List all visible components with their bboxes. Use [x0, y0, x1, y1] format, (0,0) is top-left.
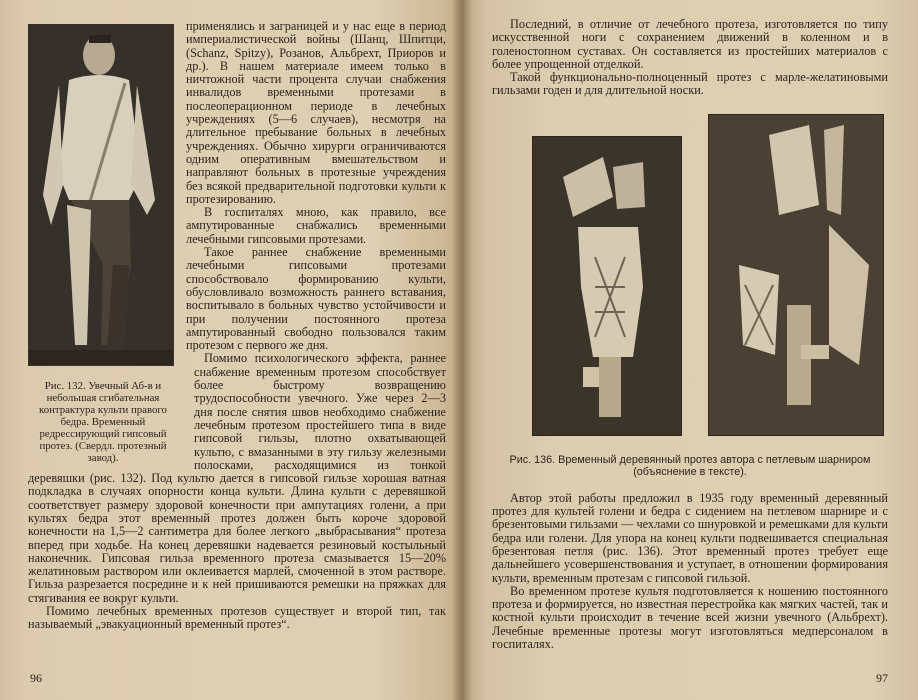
left-paragraph-5: Помимо лечебных временных протезов существует и второй тип, так называемый „эвакуационный временный протез“.	[28, 604, 446, 632]
page-number-right: 97	[876, 671, 888, 685]
left-paragraph-4: Помимо психологического эффекта, раннее снабжение временным протезом способствует более быстрому возвращению трудоспособности увечного. Уже через 2—3 дня после снятия швов необходимо снабжение лечебным протезом простейшего типа в виде гипсовой гильзы, плотно охватывающей культю, с вмазанными в эту гильзу железными полосками, расходящимися из тонкой деревяшки (рис. 132). Под культю дается в гипсовой гильзе хорошая ватная подкладка в случаях опорности конца культи. Длина культи с деревяшкой соответствует размеру здоровой конечности при ампутациях голени, а при культях бедра этот временный протез должен быть короче здоровой конечности на 1,5—2 сантиметра для более легкого „выбрасывания“ протеза вперед при ходьбе. На конец деревяшки надевается резиновый костыльный наконечник. Гипсовая гильза временного протеза смазывается 15—20% желатиновым раствором или оклеивается марлей, смоченной в этом растворе. Гильза разрезается посредине и к ней пришиваются ремешки на пряжках для стягивания ее вокруг культи.	[28, 351, 446, 605]
page-number-left: 96	[30, 671, 42, 685]
right-paragraph-3: Автор этой работы предложил в 1935 году временный деревянный протез для культей голени и бедра с сидением на петлевом шарнире и с брезентовыми гильзами — чехлами со шнуровкой и ремешками для культи бедра или голени. Для упора на конец культи подвешивается специальная брезентовая петля (рис. 136). Этот временный протез требует еще дальнейшего усовершенствования и уступает, в отношении формирования культи, временным протезам с гипсовой гильзой.	[492, 490, 888, 585]
photo-wooden-prosthesis-front	[532, 136, 682, 436]
left-paragraph-1: применялись и заграницей и у нас еще в период империалистической войны (Шанц, Шпитци, (Schanz, Spitzy), Розанов, Альбрехт, Приоров и др.). В нашем материале имеем только в ничтожной части процента случаи снабжения инвалидов временными протезами в послеоперационном периоде в лечебных учреждениях (5—6 случаев), несмотря на длительное пребывание больных в лечебных учреждениях. Обычно хирурги ограничиваются одним оперативным вмешательством и направляют больных в протезные учреждения без всякой предварительной подготовки культи к протезированию.	[186, 19, 446, 206]
prosthesis-illustration-a	[533, 137, 681, 435]
right-page	[462, 0, 918, 700]
left-paragraph-2: В госпиталях мною, как правило, все ампутированные снабжались временными лечебными гипсовыми протезами.	[186, 205, 446, 246]
right-paragraph-2: Такой функционально-полноценный протез с марле-желатиновыми гильзами годен и для длительной носки.	[492, 70, 888, 98]
photo-wooden-prosthesis-side	[708, 114, 884, 436]
book-gutter	[452, 0, 472, 700]
figure-136-photos	[532, 136, 884, 436]
photo-amputee-with-plaster-prosthesis	[28, 24, 174, 366]
figure-136-caption: Рис. 136. Временный деревянный протез автора с петлевым шарниром (объяснение в тексте).	[509, 453, 871, 478]
right-paragraph-4: Во временном протезе культя подготовляется к ношению постоянного протеза и формируется, но известная перестройка как мягких частей, так и костной культи происходит в течение всей жизни увечного (Альбрехт). Лечебные временные протезы могут изготовляться медперсоналом в госпиталях.	[492, 583, 888, 652]
photo-figure-illustration	[29, 25, 173, 365]
figure-132-caption: Рис. 132. Увечный Аб-в и небольшая сгибательная контрактура культи правого бедра. Временный редрессирующий гипсовый протез. (Свердл. протезный завод).	[39, 380, 167, 464]
prosthesis-illustration-b	[709, 115, 883, 435]
right-paragraph-1: Последний, в отличие от лечебного протеза, изготовляется по типу искусственной ноги с сохранением движений в коленном и в голеностопном суставах. Он составляется из простейших материалов с более упрощенной отделкой.	[492, 17, 888, 71]
left-paragraph-3: Такое раннее снабжение временными лечебными гипсовыми протезами способствовало формированию культи, обусловливало возможность раннего вставания, воспитывало в больных чувство устойчивости и при получении постоянного протеза ампутированный свободно пользовался таким протезом с первого же дня.	[186, 245, 446, 353]
